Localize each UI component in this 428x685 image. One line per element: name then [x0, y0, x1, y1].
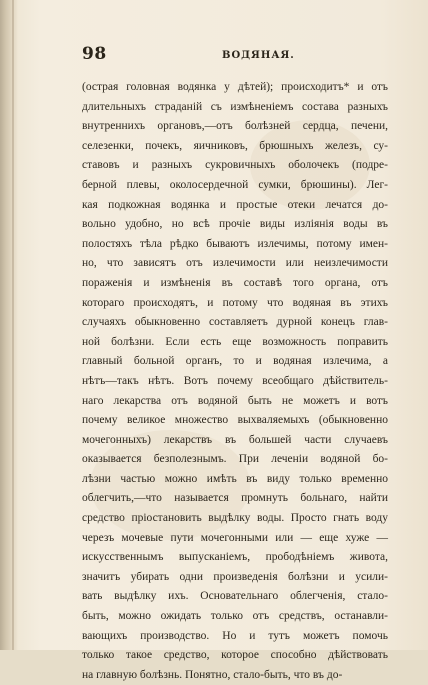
- text-line: случаяхъ обыкновенно составляетъ дурной конецъ глав-: [82, 316, 388, 329]
- text-line: средство пріостановить выдѣлку воды. Просто гнать воду: [82, 512, 388, 525]
- text-line: наго лекарства отъ водяной быть не можетъ и вотъ: [82, 394, 388, 407]
- text-line: вольно удобно, но всѣ прочіе виды изліянія воды въ: [82, 218, 388, 231]
- text-line: длительныхъ страданій съ измѣненіемъ состава разныхъ: [82, 100, 388, 113]
- text-line: мочегонныхъ) лекарствъ въ большей части случаевъ: [82, 433, 388, 446]
- text-line: нѣтъ—такъ нѣтъ. Вотъ почему всеобщаго дѣйствитель-: [82, 374, 388, 387]
- text-line: только такое средство, которое способно дѣйствовать: [82, 649, 388, 662]
- text-line: кая подкожная водянка и простые отеки лечатся до-: [82, 198, 388, 211]
- text-line: значитъ убирать одни произведенія болѣзни и усили-: [82, 570, 388, 583]
- text-line: ной болѣзни. Если есть еще возможность поправить: [82, 335, 388, 348]
- page-number: 98: [82, 44, 107, 64]
- text-line: внутреннихъ органовъ,—отъ болѣзней сердца, печени,: [82, 120, 388, 133]
- text-line: черезъ мочевые пути мочегонными или — еще хуже —: [82, 531, 388, 544]
- body-text: [82, 78, 388, 685]
- text-line: селезенки, почекъ, яичниковъ, брюшныхъ железъ, су-: [82, 139, 388, 152]
- text-line: котораго происходятъ, и потому что водяная въ этихъ: [82, 296, 388, 309]
- text-line: на главную болѣзнь. Понятно, стало-быть, что въ до-: [82, 668, 343, 681]
- text-line: берной плевы, околосердечной сумки, брюшины). Лег-: [82, 178, 388, 191]
- text-line: лѣзни частью можно имѣть въ виду только временно: [82, 472, 388, 485]
- running-title: ВОДЯНАЯ.: [222, 50, 295, 61]
- text-line: оказывается безполезнымъ. При леченіи водяной бо-: [82, 453, 388, 466]
- text-line: вать выдѣлку ихъ. Основательнаго облегченія, стало-: [82, 590, 388, 603]
- text-line: но, что зависятъ отъ излечимости или неизлечимости: [82, 257, 388, 270]
- text-line: вающихъ производство. Но и тутъ можетъ помочь: [82, 629, 388, 642]
- text-line: полостяхъ тѣла рѣдко бываютъ излечимы, потому имен-: [82, 237, 388, 250]
- text-line: искусственнымъ выпусканіемъ, прободѣніемъ живота,: [82, 551, 388, 564]
- text-line: пораженія и измѣненія въ составѣ того органа, отъ: [82, 276, 388, 289]
- text-line: быть, можно ожидать только отъ средствъ, останавли-: [82, 610, 388, 623]
- text-line: (острая головная водянка у дѣтей); происходитъ* и отъ: [82, 81, 388, 93]
- text-line: ставовъ и разныхъ сукровичныхъ оболочекъ (подре-: [82, 159, 388, 172]
- page-header: [82, 44, 388, 70]
- text-line: главный больной органъ, то и водяная излечима, а: [82, 355, 388, 368]
- text-line: облегчить,—что называется промнуть больнаго, найти: [82, 492, 388, 505]
- page-binding-edge: [0, 0, 18, 650]
- text-line: почему великое множество выхваляемыхъ (обыкновенно: [82, 414, 388, 427]
